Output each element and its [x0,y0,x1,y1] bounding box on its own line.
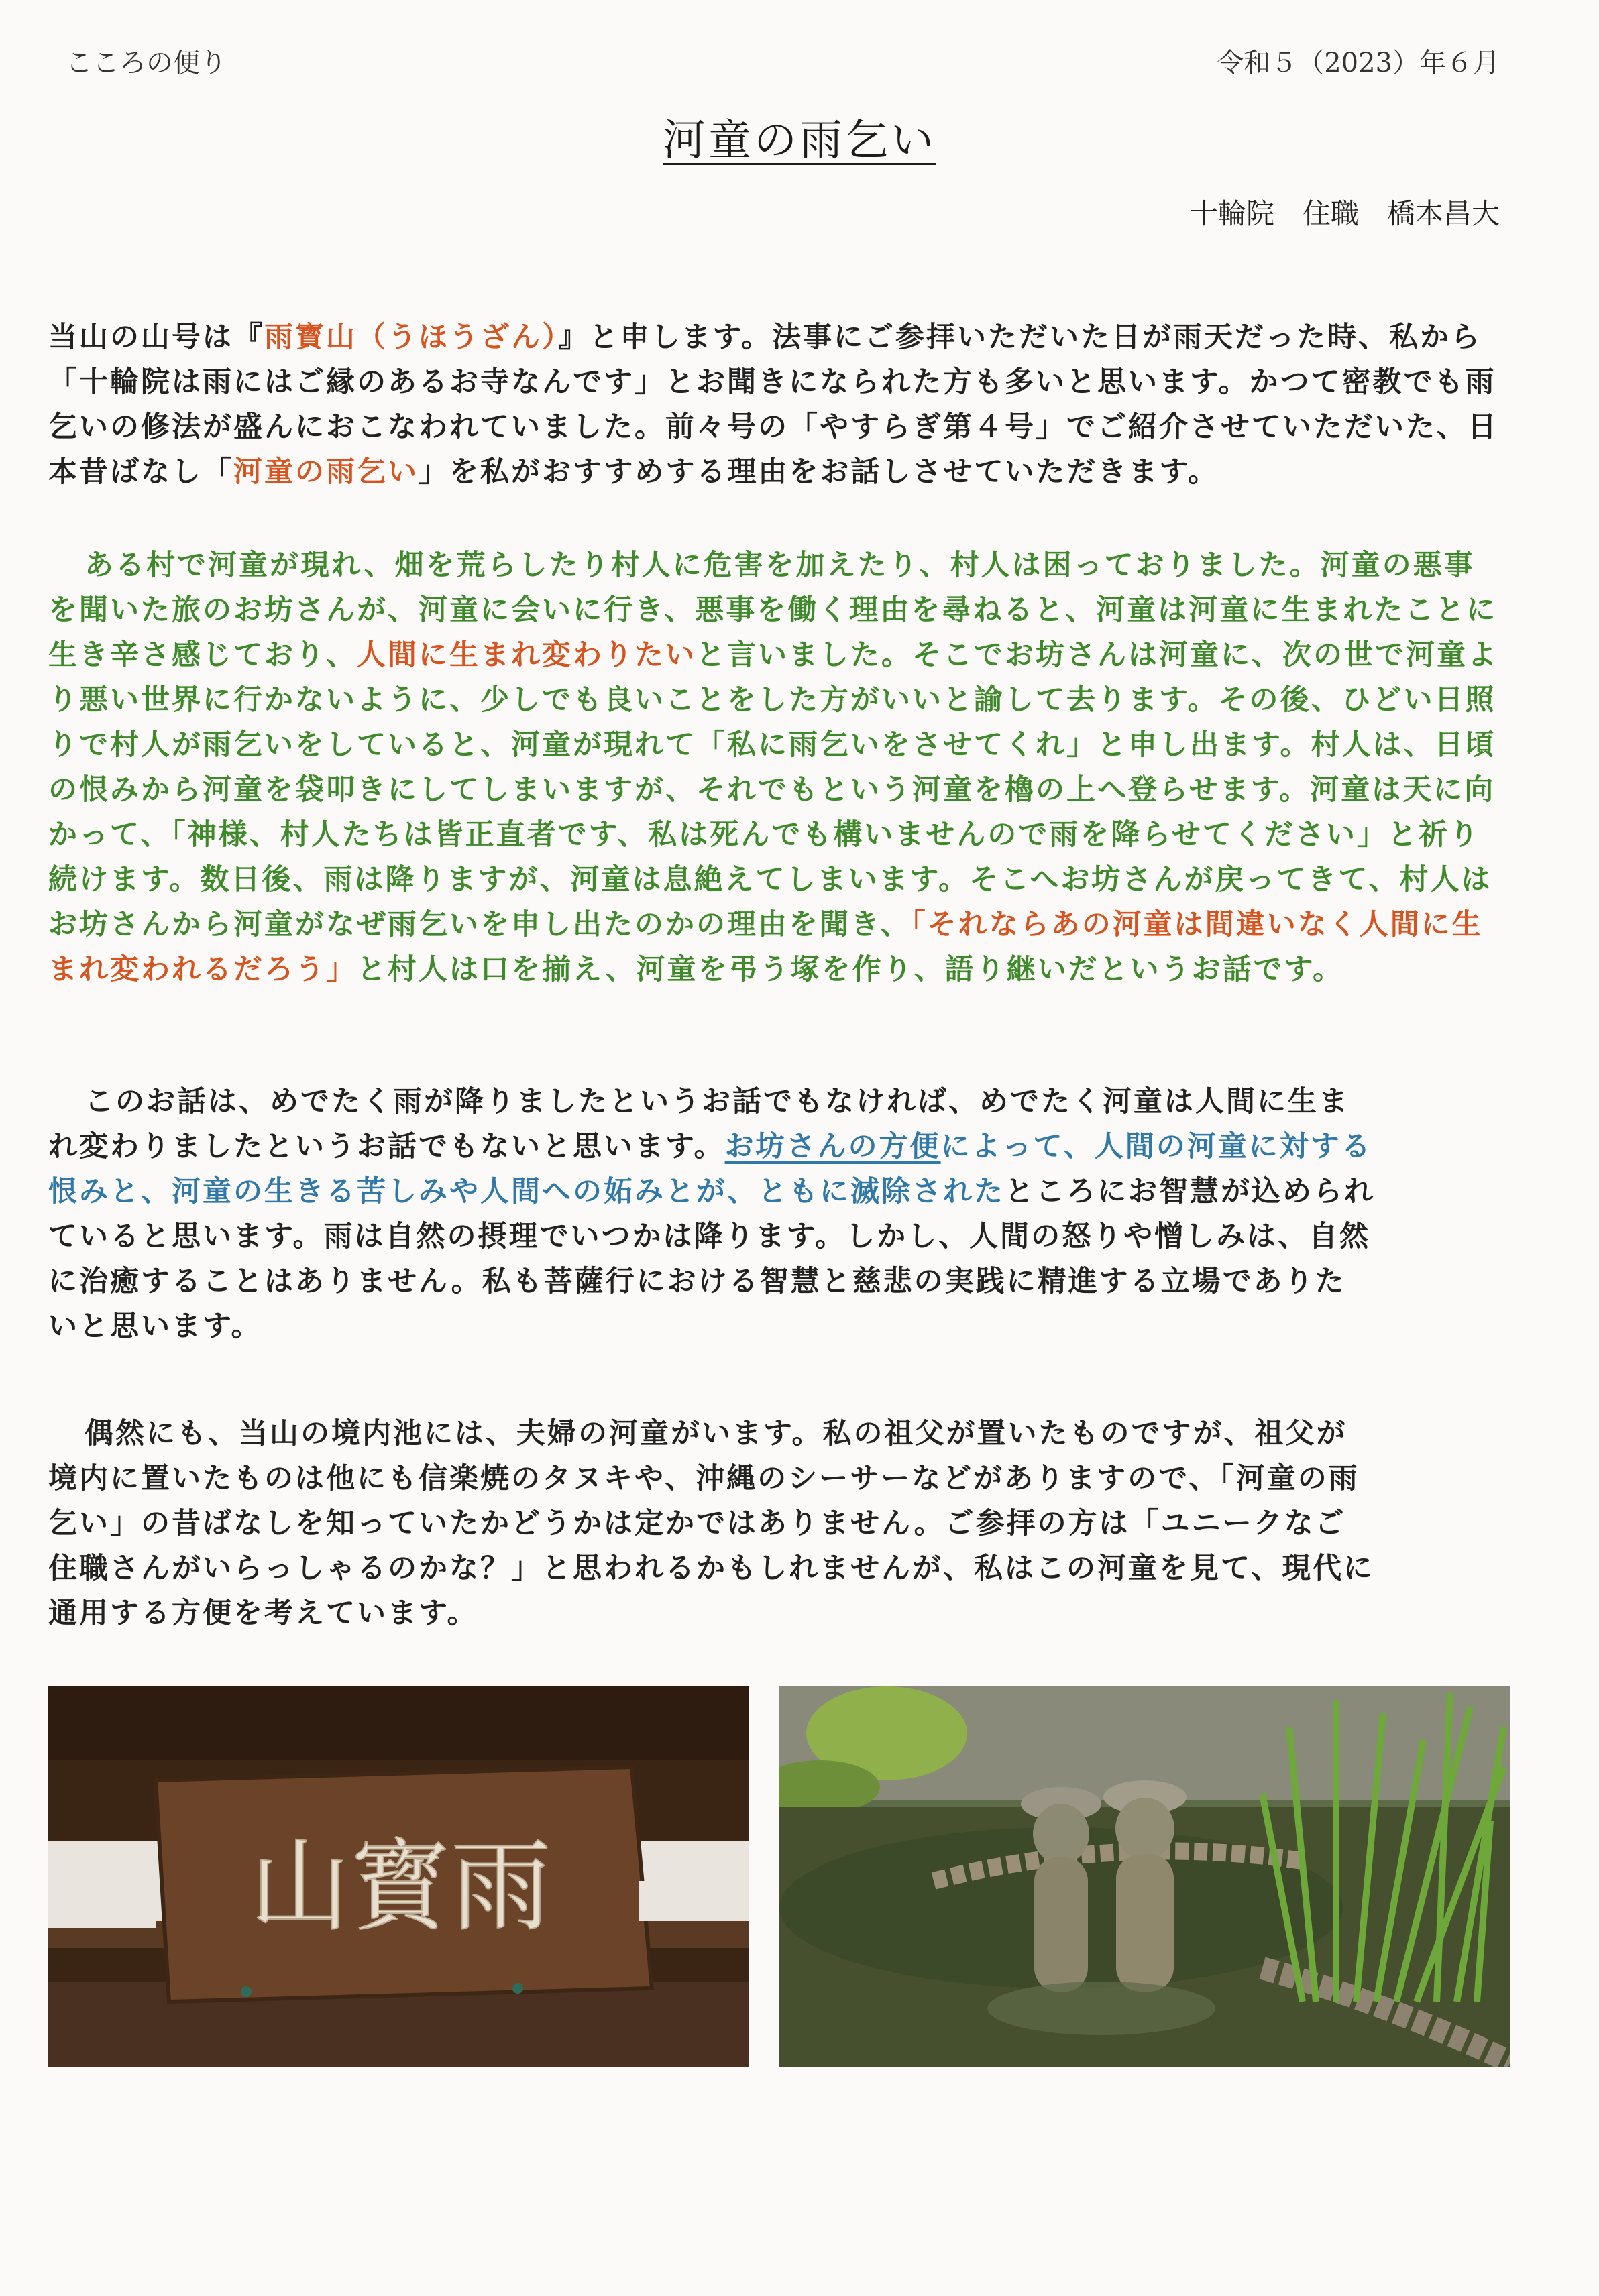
sign-carving-text: 山寳雨 [249,1829,552,1945]
temple-sign-photo [48,1686,749,2067]
paragraph-reflection [48,1080,1376,1349]
intro-highlight-story-title: 河童の雨乞い [233,455,419,489]
kappa-pond-photo [779,1686,1510,2067]
pond-text: 偶然にも、当山の境内池には、夫婦の河童がいます。私の祖父が置いたものですが、祖父が境内に置いたものは他にも信楽焼のタヌキや、沖縄のシーサーなどがありますので、「河童の雨乞い」の昔ばなしを知っていたかどうかは定かではありません。ご参拝の方は「ユニークなご住職さんがいらっしゃるのかな？」と思われるかもしれませんが、私はこの河童を見て、現代に通用する方便を考えています。 [48,1417,1375,1630]
intro-text-2: 』と申します。法事にご参拝いただいた日が雨天だった時、私から「十輪院は雨にはご縁のあるお寺なんです」とお聞きになられた方も多いと思います。かつて密教でも雨乞いの修法が盛んにおこなわれていました。前々号の「やすらぎ第４号」でご紹介させていただいた、日本昔ばなし「 [48,321,1498,489]
reflection-text-2: ところにお智慧が込められていると思います。雨は自然の摂理でいつかは降ります。しかし、人間の怒りや憎しみは、自然に治癒することはありません。私も菩薩行における智慧と慈悲の実践に精進する立場でありたいと思います。 [48,1175,1375,1343]
reflection-highlight-expedient: お坊さんの方便 [724,1130,941,1163]
intro-text-3: 」を私がおすすめする理由をお話しさせていただきます。 [419,455,1219,489]
intro-highlight-mountain-name: 雨寳山（うほうざん） [264,321,559,354]
story-text-3: と村人は口を揃え、河童を弔う塚を作り、語り継いだというお話です。 [357,953,1344,986]
story-highlight-quote: 「それならあの河童は間違いなく人間に生まれ変われるだろう」 [48,908,1483,986]
newsletter-name: こころの便り [66,48,227,78]
intro-text-1: 当山の山号は『 [48,321,264,354]
title-text: 河童の雨乞い [663,116,936,166]
issue-date: 令和５（2023）年６月 [1217,48,1500,78]
paragraph-story [48,543,1504,992]
paragraph-intro [48,315,1504,495]
reflection-text-1: このお話は、めでたく雨が降りましたというお話でもなければ、めでたく河童は人間に生まれ変わりましたというお話でもないと思います。 [48,1085,1349,1163]
story-text-2: と言いました。そこでお坊さんは河童に、次の世で河童より悪い世界に行かないように、少しでも良いことをした方がいいと諭して去ります。その後、ひどい日照りで村人が雨乞いをしていると、河童が現れて「私に雨乞いをさせてくれ」と申し出ます。村人は、日頃の恨みから河童を袋叩きにしてしまいますが、それでもという河童を櫓の上へ登らせます。河童は天に向かって、「神様、村人たちは皆正直者です、私は死んでも構いませんので雨を降らせてください」と祈り続けます。数日後、雨は降りますが、河童は息絶えてしまいます。そこへお坊さんが戻ってきて、村人はお坊さんから河童がなぜ雨乞いを申し出たのかの理由を聞き、 [48,638,1498,941]
story-highlight-wish: 人間に生まれ変わりたい [357,638,696,672]
article-title [0,106,1599,168]
author-line: 十輪院 住職 橋本昌大 [1189,197,1500,230]
reflection-highlight-removal: によって、人間の河童に対する恨みと、河童の生きる苦しみや人間への妬みとが、ともに滅除された [48,1130,1372,1208]
paragraph-pond [48,1412,1376,1636]
story-text-1: ある村で河童が現れ、畑を荒らしたり村人に危害を加えたり、村人は困っておりました。河童の悪事を聞いた旅のお坊さんが、河童に会いに行き、悪事を働く理由を尋ねると、河童は河童に生まれたことに生き辛さ感じており、 [48,549,1498,672]
